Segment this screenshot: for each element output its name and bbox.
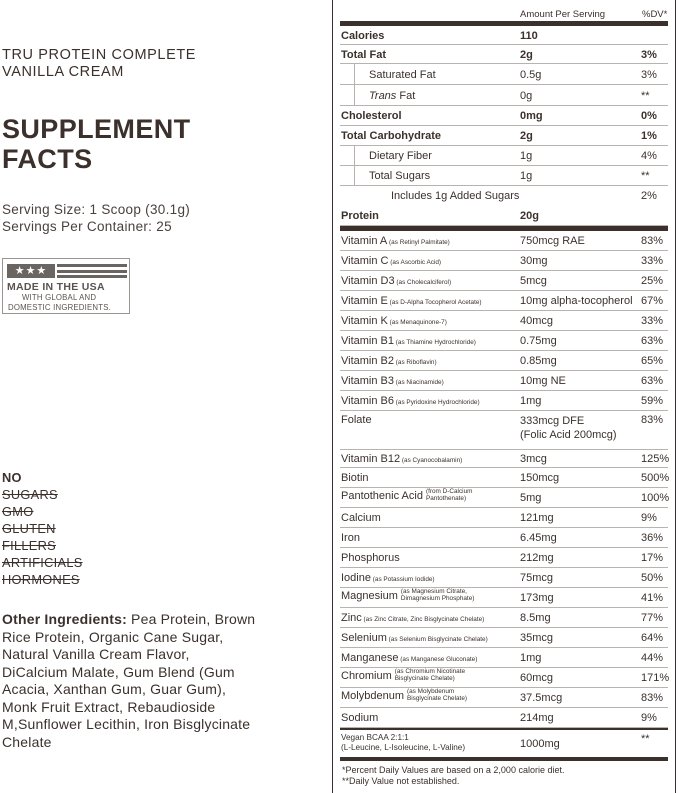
nutrient-row bbox=[340, 508, 668, 528]
nutrient-row bbox=[340, 64, 668, 85]
nutrient-name bbox=[341, 632, 488, 644]
flag-stripe bbox=[57, 264, 127, 267]
nutrient-daily-value: 63% bbox=[641, 335, 664, 347]
nutrient-name bbox=[341, 210, 379, 222]
other-ingredients bbox=[2, 611, 257, 751]
nutrient-name bbox=[341, 335, 476, 347]
flag-stripe bbox=[57, 275, 127, 278]
nutrient-amount-value: 110 bbox=[520, 30, 538, 42]
nutrient-name-line2: (L-Leucine, L-Isoleucine, L-Valine) bbox=[341, 742, 466, 752]
nutrient-amount bbox=[520, 355, 557, 367]
nutrient-daily-value: 64% bbox=[641, 632, 664, 644]
nutrient-row bbox=[340, 106, 668, 126]
nutrient-row bbox=[340, 231, 668, 251]
nutrient-amount bbox=[520, 90, 532, 102]
footnote-dv-not-established: **Daily Value not established. bbox=[342, 776, 460, 786]
nutrient-row bbox=[340, 608, 668, 628]
nutrient-source: (as Selenium Bisglycinate Chelate) bbox=[386, 636, 488, 643]
nutrient-amount-value: 212mg bbox=[520, 552, 554, 564]
nutrient-name-text: Protein bbox=[341, 210, 379, 222]
nutrient-name bbox=[341, 712, 378, 724]
nutrient-amount bbox=[520, 532, 557, 544]
nutrient-amount-value: 214mg bbox=[520, 712, 554, 724]
nutrient-daily-value: 36% bbox=[641, 532, 664, 544]
nutrient-row bbox=[340, 528, 668, 548]
nutrient-name bbox=[391, 190, 519, 202]
nutrient-name-text: Manganese bbox=[341, 652, 399, 664]
servings-per-container: Servings Per Container: 25 bbox=[2, 219, 172, 234]
amount-per-serving-header: Amount Per Serving bbox=[520, 9, 606, 20]
free-from-item: SUGARS bbox=[2, 487, 58, 502]
nutrient-amount-value: 0.75mg bbox=[520, 335, 557, 347]
nutrient-source: (as Zinc Citrate, Zinc Bisglycinate Chelate) bbox=[361, 616, 485, 623]
nutrient-name-italic: Trans bbox=[369, 90, 397, 102]
nutrient-row bbox=[340, 668, 668, 688]
nutrient-source-line1: (as Magnesium Citrate, bbox=[400, 588, 467, 596]
nutrient-daily-value: 63% bbox=[641, 375, 664, 387]
nutrient-amount bbox=[520, 130, 533, 142]
nutrient-name bbox=[341, 472, 369, 484]
nutrient-name-text: Cholesterol bbox=[341, 110, 402, 122]
nutrient-row bbox=[340, 411, 668, 450]
nutrient-name-text: Vitamin C bbox=[341, 255, 389, 267]
nutrient-daily-value: 3% bbox=[641, 49, 657, 61]
nutrient-daily-value: ** bbox=[641, 733, 650, 745]
product-name-line1: TRU PROTEIN COMPLETE bbox=[2, 47, 197, 63]
nutrient-row bbox=[340, 688, 668, 708]
nutrient-amount bbox=[520, 235, 585, 247]
nutrient-amount bbox=[520, 453, 547, 465]
nutrient-amount bbox=[520, 592, 554, 604]
nutrient-amount bbox=[520, 170, 532, 182]
nutrient-row bbox=[340, 291, 668, 311]
nutrient-amount-value: 30mg bbox=[520, 255, 548, 267]
nutrient-name bbox=[341, 552, 400, 564]
nutrient-name-suffix: Fat bbox=[396, 90, 416, 102]
nutrient-amount bbox=[520, 472, 559, 484]
nutrient-amount-value: 75mcg bbox=[520, 572, 554, 584]
nutrient-name bbox=[341, 49, 386, 61]
nutrient-source: (as Retinyl Palmitate) bbox=[387, 239, 450, 246]
nutrient-source-line1: (as Chromium Nicotinate bbox=[394, 668, 466, 676]
badge-sub1: WITH GLOBAL AND bbox=[22, 293, 97, 302]
nutrient-amount-value: 6.45mg bbox=[520, 532, 557, 544]
nutrient-row bbox=[340, 708, 668, 728]
nutrient-amount bbox=[520, 255, 548, 267]
footer-rule bbox=[340, 757, 668, 761]
nutrient-source bbox=[395, 668, 465, 682]
nutrient-amount bbox=[520, 672, 553, 684]
nutrient-amount-value: 10mg alpha-tocopherol bbox=[520, 295, 633, 307]
nutrient-amount bbox=[520, 572, 553, 584]
nutrient-name bbox=[341, 652, 477, 664]
serving-info bbox=[2, 201, 190, 235]
nutrient-daily-value: 50% bbox=[641, 572, 664, 584]
nutrient-amount-value: 121mg bbox=[520, 512, 554, 524]
daily-value-header: %DV* bbox=[642, 9, 668, 20]
nutrient-row bbox=[340, 568, 668, 588]
nutrient-name-text: Vitamin B3 bbox=[341, 375, 394, 387]
nutrient-row bbox=[340, 548, 668, 568]
nutrient-daily-value: 9% bbox=[641, 712, 657, 724]
nutrient-name bbox=[341, 110, 402, 122]
nutrient-source bbox=[407, 688, 467, 702]
nutrient-amount bbox=[520, 210, 539, 222]
nutrient-name-text: Sodium bbox=[341, 712, 379, 724]
nutrient-name bbox=[369, 69, 436, 81]
stars-icon: ★★★ bbox=[7, 264, 55, 278]
nutrient-amount bbox=[520, 712, 554, 724]
nutrient-amount-value: 5mg bbox=[520, 492, 542, 504]
nutrient-amount bbox=[520, 295, 633, 307]
nutrient-name-text: Vitamin D3 bbox=[341, 275, 395, 287]
nutrient-row bbox=[340, 450, 668, 468]
made-in-usa-badge bbox=[2, 258, 130, 314]
nutrient-row bbox=[340, 85, 668, 106]
serving-size: Serving Size: 1 Scoop (30.1g) bbox=[2, 202, 191, 217]
nutrient-row bbox=[340, 351, 668, 371]
nutrient-amount-value: 1g bbox=[520, 150, 533, 162]
nutrient-daily-value: 17% bbox=[641, 552, 664, 564]
nutrient-row bbox=[340, 488, 668, 508]
nutrient-daily-value: 33% bbox=[641, 255, 664, 267]
nutrient-daily-value: ** bbox=[641, 170, 650, 182]
nutrient-daily-value: 67% bbox=[641, 295, 664, 307]
nutrient-amount-value: 37.5mcg bbox=[520, 692, 563, 704]
nutrient-source: (as Potassium Iodide) bbox=[370, 576, 435, 583]
nutrient-amount-value: 150mcg bbox=[520, 472, 560, 484]
nutrient-amount bbox=[520, 315, 553, 327]
nutrient-name-text: Calories bbox=[341, 30, 385, 42]
nutrient-name bbox=[369, 170, 430, 182]
nutrient-amount bbox=[520, 110, 543, 122]
nutrient-row bbox=[340, 371, 668, 391]
nutrient-row bbox=[340, 311, 668, 331]
nutrient-amount bbox=[520, 612, 551, 624]
nutrient-amount-value: 60mcg bbox=[520, 672, 554, 684]
nutrient-amount-value: 333mcg DFE bbox=[520, 415, 585, 427]
nutrient-name bbox=[341, 612, 484, 624]
nutrient-amount bbox=[520, 552, 554, 564]
nutrient-name bbox=[341, 414, 372, 426]
nutrient-name bbox=[341, 532, 360, 544]
nutrient-name-text: Includes 1g Added Sugars bbox=[391, 190, 520, 202]
nutrient-amount-value: 5mcg bbox=[520, 275, 547, 287]
product-flavor: VANILLA CREAM bbox=[2, 64, 124, 80]
nutrient-source bbox=[426, 488, 473, 502]
nutrient-name-text: Folate bbox=[341, 414, 372, 426]
nutrient-name bbox=[341, 733, 465, 752]
nutrient-amount bbox=[520, 395, 541, 407]
nutrient-name bbox=[341, 512, 381, 524]
nutrient-amount bbox=[520, 652, 541, 664]
nutrient-name-text: Vitamin A bbox=[341, 235, 388, 247]
nutrient-name-text: Calcium bbox=[341, 512, 381, 524]
nutrient-amount bbox=[520, 275, 547, 287]
nutrient-source: (as Niacinamide) bbox=[394, 379, 444, 386]
nutrient-daily-value: 500% bbox=[641, 472, 670, 484]
nutrient-source: (as D-Alpha Tocopherol Acetate) bbox=[387, 299, 482, 306]
flag-stripe bbox=[57, 270, 127, 273]
nutrient-name bbox=[341, 235, 450, 247]
nutrient-row bbox=[340, 126, 668, 146]
nutrient-amount-value: 1mg bbox=[520, 395, 542, 407]
nutrient-source: (as Cyanocobalamin) bbox=[400, 457, 463, 464]
nutrient-amount-value: 2g bbox=[520, 130, 533, 142]
nutrient-daily-value: 2% bbox=[641, 190, 657, 202]
nutrient-daily-value: 83% bbox=[641, 692, 664, 704]
nutrient-name-text: Vitamin K bbox=[341, 315, 388, 327]
nutrient-name-text: Selenium bbox=[341, 632, 387, 644]
badge-title: MADE IN THE USA bbox=[7, 281, 105, 293]
nutrient-daily-value: 3% bbox=[641, 69, 657, 81]
nutrient-daily-value: 41% bbox=[641, 592, 664, 604]
nutrient-row bbox=[340, 648, 668, 668]
badge-subtitle bbox=[8, 293, 111, 312]
nutrient-name-text: Chromium bbox=[341, 670, 392, 682]
nutrient-daily-value: 77% bbox=[641, 612, 664, 624]
nutrient-name bbox=[369, 90, 415, 102]
nutrient-amount-value: 1mg bbox=[520, 652, 542, 664]
nutrient-name-text: Molybdenum bbox=[341, 690, 404, 702]
nutrient-amount bbox=[520, 692, 562, 704]
nutrient-amount-value: 20g bbox=[520, 210, 539, 222]
nutrient-name bbox=[341, 275, 451, 287]
nutrient-row bbox=[340, 206, 668, 226]
nutrient-amount-value: 0.85mg bbox=[520, 355, 557, 367]
nutrient-amount-value: 10mg NE bbox=[520, 375, 566, 387]
other-ingredients-text: Pea Protein, Brown Rice Protein, Organic Cane Sugar, Natural Vanilla Cream Flavor, DiCalcium Malate, Gum Blend (Gum Acacia, Xanthan Gum, Guar Gum), Monk Fruit Extract, Rebaudioside M,Sunflower Lecithin, Iron Bisglycinate Chelate bbox=[2, 611, 256, 750]
flag-icon bbox=[7, 264, 127, 278]
badge-sub2: DOMESTIC INGREDIENTS. bbox=[8, 302, 111, 312]
footnote-percent-dv: *Percent Daily Values are based on a 2,000 calorie diet. bbox=[342, 765, 565, 775]
nutrient-source: (as Pyridoxine Hydrochloride) bbox=[394, 399, 480, 406]
nutrient-name-text: Vitamin B1 bbox=[341, 335, 394, 347]
nutrient-name bbox=[341, 395, 480, 407]
nutrient-name bbox=[341, 30, 384, 42]
nutrient-name-line1: Vegan BCAA 2:1:1 bbox=[341, 733, 409, 742]
nutrient-name-text: Vitamin E bbox=[341, 295, 388, 307]
free-from-item: ARTIFICIALS bbox=[2, 555, 83, 570]
nutrient-daily-value: 4% bbox=[641, 150, 657, 162]
title-line2: FACTS bbox=[2, 144, 93, 174]
nutrient-name bbox=[341, 355, 437, 367]
nutrient-row bbox=[340, 146, 668, 166]
free-from-item: GLUTEN bbox=[2, 521, 56, 536]
nutrient-amount-value: 0mg bbox=[520, 110, 543, 122]
nutrient-amount bbox=[520, 335, 557, 347]
free-from-item: HORMONES bbox=[2, 572, 80, 587]
nutrient-amount bbox=[520, 30, 538, 42]
nutrient-daily-value: 83% bbox=[641, 414, 664, 426]
free-from-item: GMO bbox=[2, 504, 34, 519]
nutrient-name-text: Total Sugars bbox=[369, 170, 431, 182]
nutrient-name bbox=[341, 590, 474, 602]
nutrient-name bbox=[341, 295, 482, 307]
nutrient-source: (as Menaquinone-7) bbox=[387, 319, 447, 326]
nutrient-name bbox=[341, 375, 444, 387]
nutrient-row bbox=[340, 331, 668, 351]
nutrient-name bbox=[341, 490, 472, 502]
indent-guide bbox=[354, 64, 355, 106]
nutrient-name bbox=[341, 453, 462, 465]
nutrient-source: (as Ascorbic Acid) bbox=[388, 259, 442, 266]
nutrient-row bbox=[340, 166, 668, 186]
nutrient-name-text: Iodine bbox=[341, 572, 371, 584]
free-from-item: FILLERS bbox=[2, 538, 57, 553]
nutrient-name-text: Biotin bbox=[341, 472, 369, 484]
nutrient-amount-value: 0.5g bbox=[520, 69, 542, 81]
nutrient-amount-value: 1000mg bbox=[520, 738, 560, 750]
nutrient-daily-value: 59% bbox=[641, 395, 664, 407]
nutrient-amount bbox=[520, 69, 541, 81]
nutrient-source-line2: Pantothenate) bbox=[425, 495, 467, 503]
nutrient-source: (as Manganese Gluconate) bbox=[398, 656, 478, 663]
nutrient-amount bbox=[520, 512, 554, 524]
page-title bbox=[2, 114, 191, 174]
nutrient-daily-value: 44% bbox=[641, 652, 664, 664]
nutrient-amount bbox=[520, 49, 533, 61]
nutrient-name bbox=[341, 315, 447, 327]
nutrient-amount bbox=[520, 375, 566, 387]
nutrient-source: (as Thiamine Hydrochloride) bbox=[394, 339, 476, 346]
nutrient-amount bbox=[520, 492, 541, 504]
nutrient-row bbox=[340, 730, 668, 757]
nutrient-amount-detail: (Folic Acid 200mcg) bbox=[520, 429, 617, 441]
nutrient-name-text: Vitamin B12 bbox=[341, 453, 401, 465]
nutrient-amount bbox=[520, 738, 560, 750]
nutrient-daily-value: 1% bbox=[641, 130, 657, 142]
nutrient-source-line2: Dimagnesium Phosphate) bbox=[400, 595, 475, 603]
nutrient-name bbox=[369, 150, 432, 162]
nutrient-amount bbox=[520, 632, 553, 644]
nutrient-daily-value: ** bbox=[641, 90, 650, 102]
nutrient-source: (as Riboflavin) bbox=[394, 359, 437, 366]
nutrient-row bbox=[340, 628, 668, 648]
nutrient-name bbox=[341, 572, 435, 584]
nutrient-name-text: Magnesium bbox=[341, 590, 398, 602]
nutrient-daily-value: 125% bbox=[641, 453, 670, 465]
nutrient-source: (as Cholecalciferol) bbox=[394, 279, 452, 286]
product-name bbox=[2, 47, 196, 81]
nutrient-amount bbox=[520, 414, 617, 442]
nutrient-source-line1: (from D-Calcium bbox=[425, 488, 473, 496]
nutrient-row bbox=[340, 271, 668, 291]
nutrient-daily-value: 9% bbox=[641, 512, 657, 524]
other-ingredients-label: Other Ingredients: bbox=[2, 611, 127, 627]
nutrient-source-line2: Bisglycinate Chelate) bbox=[394, 675, 455, 683]
nutrient-amount-value: 40mcg bbox=[520, 315, 554, 327]
nutrient-row bbox=[340, 27, 668, 45]
nutrient-name-text: Zinc bbox=[341, 612, 362, 624]
nutrient-amount-value: 2g bbox=[520, 49, 533, 61]
nutrient-row bbox=[340, 588, 668, 608]
title-line1: SUPPLEMENT bbox=[2, 114, 191, 144]
nutrient-name-text: Iron bbox=[341, 532, 360, 544]
nutrient-source bbox=[401, 588, 475, 602]
nutrient-row bbox=[340, 251, 668, 271]
nutrient-name-text: Saturated Fat bbox=[369, 69, 436, 81]
nutrient-row bbox=[340, 186, 668, 206]
nutrient-row bbox=[340, 45, 668, 64]
nutrient-source-line1: (as Molybdenum bbox=[406, 688, 455, 696]
header-rule bbox=[340, 21, 668, 26]
nutrient-row bbox=[340, 468, 668, 488]
nutrient-amount-value: 35mcg bbox=[520, 632, 554, 644]
nutrient-source-line2: Bisglycinate Chelate) bbox=[406, 695, 468, 703]
nutrient-amount-value: 750mcg RAE bbox=[520, 235, 585, 247]
nutrient-amount bbox=[520, 150, 532, 162]
free-from-heading: NO bbox=[2, 470, 22, 485]
nutrient-daily-value: 171% bbox=[641, 672, 670, 684]
nutrient-daily-value: 100% bbox=[641, 492, 670, 504]
nutrient-name-text: Vitamin B2 bbox=[341, 355, 394, 367]
nutrient-name-text: Dietary Fiber bbox=[369, 150, 432, 162]
nutrient-daily-value: 65% bbox=[641, 355, 664, 367]
nutrient-daily-value: 83% bbox=[641, 235, 664, 247]
nutrient-name-text: Pantothenic Acid bbox=[341, 490, 423, 502]
nutrient-row bbox=[340, 391, 668, 411]
nutrient-amount-value: 3mcg bbox=[520, 453, 547, 465]
nutrient-name bbox=[341, 130, 441, 142]
nutrient-daily-value: 33% bbox=[641, 315, 664, 327]
supplement-facts-panel bbox=[332, 0, 676, 793]
nutrient-name-text: Total Carbohydrate bbox=[341, 130, 442, 142]
nutrient-amount-value: 1g bbox=[520, 170, 533, 182]
nutrient-name-text: Phosphorus bbox=[341, 552, 400, 564]
nutrient-daily-value: 25% bbox=[641, 275, 664, 287]
nutrient-amount-value: 8.5mg bbox=[520, 612, 551, 624]
nutrient-amount-value: 0g bbox=[520, 90, 533, 102]
nutrient-amount-value: 173mg bbox=[520, 592, 554, 604]
indent-guide bbox=[354, 146, 355, 186]
nutrient-name bbox=[341, 690, 467, 702]
nutrient-name bbox=[341, 255, 441, 267]
nutrient-daily-value: 0% bbox=[641, 110, 657, 122]
nutrient-name-text: Total Fat bbox=[341, 49, 387, 61]
nutrient-name-text: Vitamin B6 bbox=[341, 395, 394, 407]
nutrient-name bbox=[341, 670, 465, 682]
free-from-list bbox=[2, 469, 83, 588]
